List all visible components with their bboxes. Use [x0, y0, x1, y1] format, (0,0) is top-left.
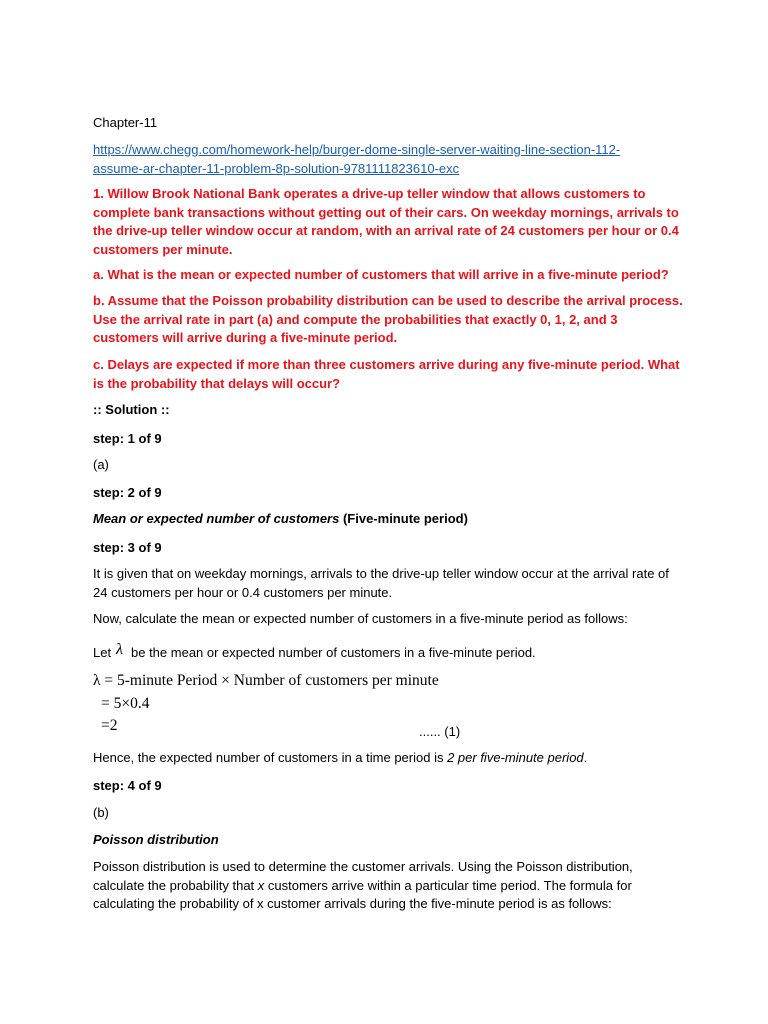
now-text: Now, calculate the mean or expected number of customers in a five-minute period as follows: [93, 611, 628, 626]
hence-suffix: . [583, 750, 588, 765]
step-4: step: 4 of 9 [93, 778, 162, 793]
mean-heading-italic: Mean or expected number of customers [93, 511, 340, 526]
given-text: It is given that on weekday mornings, arrivals to the drive-up teller window occur at the arrival rate of 24 customers per hour or 0.4 customers per minute. [93, 566, 669, 600]
source-link[interactable] [93, 141, 683, 178]
poisson-heading: Poisson distribution [93, 832, 219, 847]
question-part-a: a. What is the mean or expected number of customers that will arrive in a five-minute period? [93, 267, 669, 282]
equation-line-2: = 5×0.4 [101, 695, 150, 712]
question-part-c: c. Delays are expected if more than three customers arrive during any five-minute period. What is the probability that delays will occur? [93, 357, 680, 391]
let-prefix: Let [93, 645, 112, 660]
lambda-symbol: λ [116, 641, 123, 658]
equation-number: ...... (1) [419, 724, 461, 739]
poisson-text-1: Poisson distribution is used to determine the customer arrivals. Using the Poisson distribution, calculate the probability that [93, 859, 633, 893]
mean-heading [93, 510, 683, 529]
poisson-text-2: customers arrive within a particular time period. The formula for calculating the probability of x customer arrivals during the five-minute period is as follows: [93, 877, 632, 911]
chapter-title: Chapter-11 [93, 115, 158, 130]
equation-line-1: λ = 5-minute Period × Number of customers per minute [93, 672, 439, 689]
question-part-b: b. Assume that the Poisson probability distribution can be used to describe the arrival process. Use the arrival rate in part (a) and compute the probabilities that exactly 0, 1, 2, and 3 customers will arrive during a five-minute period. [93, 293, 683, 345]
poisson-text [93, 858, 683, 914]
question-intro: 1. Willow Brook National Bank operates a drive-up teller window that allows customers to complete bank transactions without getting out of their cars. On weekday mornings, arrivals to the drive-up teller window occur at random, with an arrival rate of 24 customers per hour or 0.4 customers per minute. [93, 186, 679, 257]
source-link-line1[interactable]: https://www.chegg.com/homework-help/burger-dome-single-server-waiting-line-section-112- [93, 142, 621, 157]
part-b-label: (b) [93, 805, 109, 820]
source-link-line2[interactable]: assume-ar-chapter-11-problem-8p-solution-9781111823610-exc [93, 160, 460, 176]
step-2: step: 2 of 9 [93, 485, 162, 500]
step-3: step: 3 of 9 [93, 540, 162, 555]
hence-text [93, 749, 683, 768]
hence-italic: 2 per five-minute period [447, 750, 584, 765]
step-1: step: 1 of 9 [93, 431, 162, 446]
part-a-label: (a) [93, 457, 109, 472]
poisson-x: x [257, 877, 265, 893]
mean-heading-rest: (Five-minute period) [342, 511, 468, 526]
let-suffix: be the mean or expected number of customers in a five-minute period. [131, 645, 536, 660]
hence-prefix: Hence, the expected number of customers in a time period is [93, 750, 448, 765]
solution-header: :: Solution :: [93, 402, 170, 417]
equation-line-3: =2 [101, 717, 118, 734]
